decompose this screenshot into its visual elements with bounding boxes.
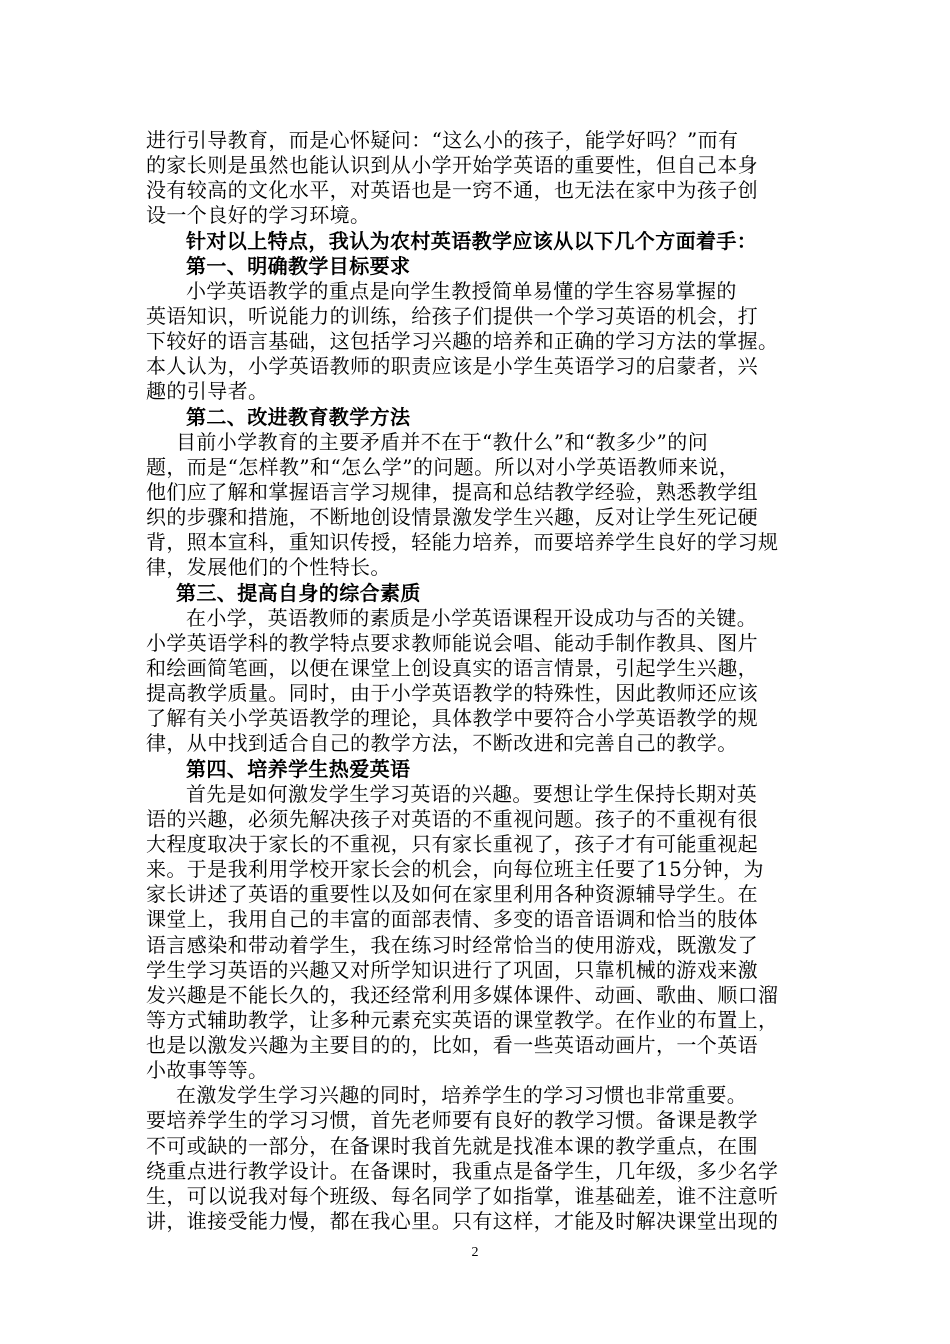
text-line: 和绘画简笔画，以便在课堂上创设真实的语言情景，引起学生兴趣，	[146, 655, 758, 680]
text-line: 不可或缺的一部分，在备课时我首先就是找准本课的教学重点，在围	[146, 1133, 758, 1158]
text-line: 学生学习英语的兴趣又对所学知识进行了巩固，只靠机械的游戏来激	[146, 957, 758, 982]
text-line: 了解有关小学英语教学的理论，具体教学中要符合小学英语教学的规	[146, 706, 758, 731]
text-line: 律，从中找到适合自己的教学方法，不断改进和完善自己的教学。	[146, 731, 738, 756]
text-line: 首先是如何激发学生学习英语的兴趣。要想让学生保持长期对英	[186, 781, 758, 806]
section-heading: 第四、培养学生热爱英语	[186, 756, 411, 781]
text-line: 家长讲述了英语的重要性以及如何在家里利用各种资源辅导学生。在	[146, 882, 758, 907]
text-line: 织的步骤和措施，不断地创设情景激发学生兴趣，反对让学生死记硬	[146, 505, 758, 530]
text-line: 也是以激发兴趣为主要目的的，比如，看一些英语动画片，一个英语	[146, 1033, 758, 1058]
text-line: 讲，谁接受能力慢，都在我心里。只有这样，才能及时解决课堂出现的	[146, 1209, 779, 1234]
text-line: 目前小学教育的主要矛盾并不在于“教什么”和“教多少”的问	[176, 429, 709, 454]
text-line: 趣的引导者。	[146, 379, 269, 404]
text-line: 绕重点进行教学设计。在备课时，我重点是备学生，几年级，多少名学	[146, 1158, 779, 1183]
text-line: 生，可以说我对每个班级、每名同学了如指掌，谁基础差，谁不注意听	[146, 1183, 779, 1208]
text-line: 要培养学生的学习习惯，首先老师要有良好的教学习惯。备课是教学	[146, 1108, 758, 1133]
text-line: 等方式辅助教学，让多种元素充实英语的课堂教学。在作业的布置上，	[146, 1007, 779, 1032]
text-line: 大程度取决于家长的不重视，只有家长重视了，孩子才有可能重视起	[146, 831, 758, 856]
document-body	[146, 128, 806, 1234]
text-line: 他们应了解和掌握语言学习规律，提高和总结教学经验，熟悉教学组	[146, 479, 758, 504]
text-line: 小故事等等。	[146, 1058, 269, 1083]
text-line: 本人认为，小学英语教师的职责应该是小学生英语学习的启蒙者，兴	[146, 354, 758, 379]
text-line: 语言感染和带动着学生，我在练习时经常恰当的使用游戏，既激发了	[146, 932, 758, 957]
text-line: 没有较高的文化水平，对英语也是一窍不通，也无法在家中为孩子创	[146, 178, 758, 203]
text-line: 设一个良好的学习环境。	[146, 203, 371, 228]
text-line: 课堂上，我用自己的丰富的面部表情、多变的语音语调和恰当的肢体	[146, 907, 758, 932]
text-line: 题，而是“怎样教”和“怎么学”的问题。所以对小学英语教师来说，	[146, 454, 740, 479]
section-heading: 第三、提高自身的综合素质	[176, 580, 421, 605]
text-line: 发兴趣是不能长久的，我还经常利用多媒体课件、动画、歌曲、顺口溜	[146, 982, 779, 1007]
section-heading: 第二、改进教育教学方法	[186, 404, 411, 429]
text-line: 下较好的语言基础，这包括学习兴趣的培养和正确的学习方法的掌握。	[146, 329, 779, 354]
section-heading: 第一、明确教学目标要求	[186, 253, 411, 278]
text-line: 在激发学生学习兴趣的同时，培养学生的学习习惯也非常重要。	[176, 1083, 748, 1108]
text-line: 在小学，英语教师的素质是小学英语课程开设成功与否的关键。	[186, 605, 758, 630]
section-heading: 针对以上特点，我认为农村英语教学应该从以下几个方面着手：	[186, 228, 758, 253]
text-line: 来。于是我利用学校开家长会的机会，向每位班主任要了15分钟，为	[146, 857, 764, 882]
text-line: 进行引导教育，而是心怀疑问：“这么小的孩子，能学好吗？”而有	[146, 128, 739, 152]
text-line: 的家长则是虽然也能认识到从小学开始学英语的重要性，但自己本身	[146, 153, 758, 178]
text-line: 律，发展他们的个性特长。	[146, 555, 391, 580]
text-line: 小学英语教学的重点是向学生教授简单易懂的学生容易掌握的	[186, 278, 737, 303]
text-line: 提高教学质量。同时，由于小学英语教学的特殊性，因此教师还应该	[146, 681, 758, 706]
page-number: 2	[471, 1245, 479, 1260]
text-line: 语的兴趣，必须先解决孩子对英语的不重视问题。孩子的不重视有很	[146, 806, 758, 831]
text-line: 英语知识，听说能力的训练，给孩子们提供一个学习英语的机会，打	[146, 303, 758, 328]
text-line: 小学英语学科的教学特点要求教师能说会唱、能动手制作教具、图片	[146, 630, 758, 655]
text-line: 背，照本宣科，重知识传授，轻能力培养，而要培养学生良好的学习规	[146, 530, 779, 555]
